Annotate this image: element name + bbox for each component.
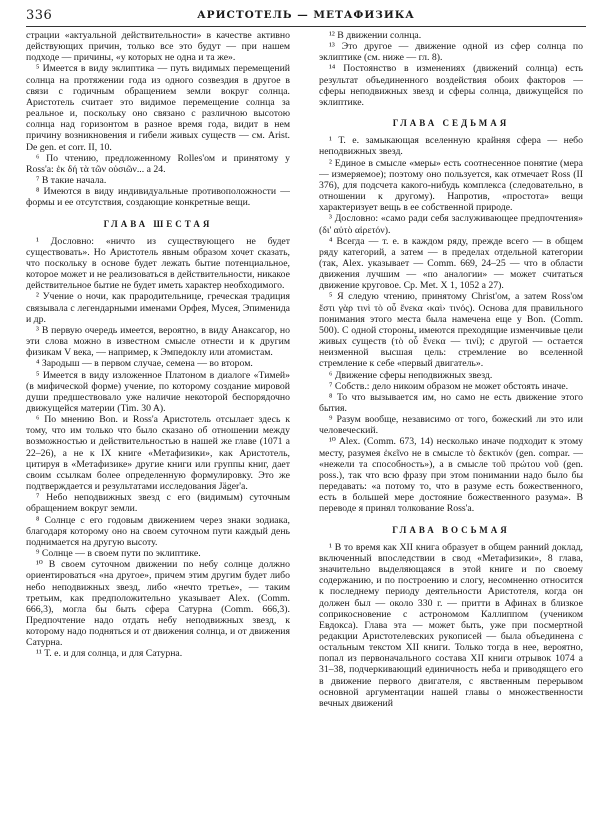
footnote-text: Дословно: «само ради себя заслуживающее предпочтения» (δι' αὑτὸ αἱρετόν). <box>319 213 583 236</box>
footnote <box>26 325 290 358</box>
footnote <box>26 559 290 648</box>
footnote <box>26 414 290 492</box>
footnote-number: ⁴ <box>329 235 333 247</box>
footnote-text: Собств.: дело никоим образом не может обстоять иначе. <box>334 380 569 392</box>
footnote-number: ⁹ <box>36 548 40 560</box>
footnote-number: ³ <box>329 213 332 225</box>
footnote-text: В первую очередь имеется, вероятно, в виду Анаксагор, но эти слова можно в известном смысле отнести и к другим физикам V века, — например, к Эмпедоклу или атомистам. <box>26 324 290 359</box>
footnote-number: ¹ <box>329 541 332 553</box>
footnote <box>319 41 583 63</box>
footnote-number: ¹⁰ <box>36 559 43 571</box>
footnote-number: ⁶ <box>36 152 40 164</box>
page-number: 336 <box>26 8 53 23</box>
footnote-text: Имеется в виду изложенное Платоном в диалоге «Тимей» (в мифической форме) учение, по которому создание мировой души предшествовало уже наличие некоторой беспорядочно движущейся материи (Tim. 30 A). <box>26 369 290 414</box>
footnote-number: ⁸ <box>36 514 40 526</box>
footnote <box>26 370 290 415</box>
footnote <box>26 358 290 369</box>
footnote-text: Alex. (Comm. 673, 14) несколько иначе подходит к этому месту, разумея ἐκεῖνο не в смысле τὸ δεκτικόν (gen. compar. — «нежели та способность»), а в смысле τοῦ πρώτου νοῦ (gen. poss.), так что всю фразу при этом понимании надо было бы передавать: «а потому то, что в разуме есть божественного, есть в большей мере достояние божественного разума». В переводе я принял толкование Ross'а. <box>319 436 583 515</box>
footnote-number: ⁷ <box>329 380 333 392</box>
footnote-text: Постоянство в изменениях (движений солнца) есть результат объединенного воздействия обоих факторов — сферы неподвижных звезд и сферы солнца, движущейся по эклиптике. <box>319 63 583 108</box>
footnote-number: ³ <box>36 324 39 336</box>
footnote-text: Единое в смысле «меры» есть соотнесенное понятие (мера — измеряемое); поэтому оно пользуется, как отмечает Ross (II 376), для подсчета какого-нибудь комплекса (следовательно, в отношении к другому). Напротив, «простота» вещи характеризует вещь в ее собственной природе. <box>319 157 583 214</box>
footnote-text: Имеется в виду эклиптика — путь видимых перемещений солнца на протяжении года из одного созвездия в другое в связи с годичным обращением земли вокруг солнца. Аристотель считает это видимое перемещение солнца за реальное и, поскольку оно связано с различною высотою солнца над горизонтом в разное время года, видит в нем причину возникновения и гибели живых существ — см. Arist. De gen. et corr. II, 10. <box>26 63 290 153</box>
footnote <box>26 30 290 63</box>
footnote-number: ¹³ <box>329 41 335 53</box>
page-header <box>26 8 586 24</box>
footnote-text: Движение сферы неподвижных звезд. <box>334 369 493 381</box>
footnote <box>319 542 583 709</box>
footnote-text: По мнению Bon. и Ross'а Аристотель отсылает здесь к тому, что им только что было сказано об отношении между возможностью и действительностью в нашей же главе (1071 a 22–26), а не к IX книге «Метафизики», как Аристотель, цитируя в «Метафизике» другие книги или группы книг, дает своим ссылкам более определенную формулировку. Это же подтверждается и результатами исследования Jäger'а. <box>26 414 290 493</box>
footnote <box>26 186 290 208</box>
footnote <box>26 175 290 186</box>
footnote-text: Небо неподвижных звезд с его (видимым) суточным обращением вокруг земли. <box>26 492 290 515</box>
footnote <box>26 515 290 548</box>
footnote <box>319 135 583 157</box>
footnote-text: Т. е. и для солнца, и для Сатурна. <box>44 648 183 660</box>
footnote-number: ¹ <box>329 135 332 147</box>
running-title: АРИСТОТЕЛЬ — МЕТАФИЗИКА <box>197 9 415 21</box>
footnote-text: Это другое — движение одной из сфер солнца по эклиптике (см. ниже — гл. 8). <box>319 41 583 64</box>
footnote-number: ¹ <box>36 235 39 247</box>
footnote <box>319 63 583 108</box>
footnote-text: Я следую чтению, принятому Christ'ом, а затем Ross'ом ἔστι γὰρ τινὶ τὸ οὗ ἕνεκα ‹καὶ› τινός). Основа для правильного понимания этого места была намечена еще у Bon. (Comm. 500). С одной стороны, имеются преходящие изменчивые цели живых существ (τὸ οὗ ἕνεκα — τινί); с другой — остается неизменной высшая цель: стремление во вселенной стремление к себе «первый двигатель». <box>319 291 583 370</box>
footnote <box>26 492 290 514</box>
footnote-text: То что вызывается им, но само не есть движение этого бытия. <box>319 391 583 414</box>
footnote <box>319 291 583 369</box>
footnote-number: ¹⁰ <box>329 436 336 448</box>
footnote <box>319 236 583 292</box>
footnote-text: В движении солнца. <box>337 30 422 41</box>
footnote-number: ⁴ <box>36 358 40 370</box>
chapter-heading: ГЛАВА СЕДЬМАЯ <box>392 118 510 129</box>
right-column <box>319 30 583 810</box>
chapter-heading: ГЛАВА ВОСЬМАЯ <box>392 524 510 535</box>
footnote-text: страции «актуальной действительности» в качестве активно действующих причин, только все это будут — при нашем подходе — причины, «у которых не одна и та же». <box>26 30 290 64</box>
footnote-text: По чтению, предложенному Rolles'ом и принятому у Ross'а: ἐκ δή τὰ τῶν οὐσιῶν... a 24. <box>26 152 290 175</box>
footnote-text: Всегда — т. е. в каждом ряду, прежде всего — в общем ряду категорий, а затем — в пределах отдельной категории (так, Alex. указывает — Comm. 669, 24–25 — что в области движения лучшим — «по аналогии» — может считаться движение круговое. Ср. Met. X 1, 1052 a 27). <box>319 235 583 292</box>
footnote-number: ⁷ <box>36 175 40 187</box>
footnote-number: ⁹ <box>329 414 333 426</box>
footnote-text: Зародыш — в первом случае, семена — во втором. <box>41 358 253 370</box>
footnote-number: ¹⁴ <box>329 63 336 75</box>
footnote <box>319 414 583 436</box>
footnote <box>319 381 583 392</box>
footnote <box>26 548 290 559</box>
footnote <box>26 291 290 324</box>
footnote <box>26 153 290 175</box>
footnote-text: Разум вообще, независимо от того, божеский ли это или человеческий. <box>319 414 583 437</box>
footnote-number: ⁶ <box>329 369 333 381</box>
footnote-text: Т. е. замыкающая вселенную крайняя сфера — небо неподвижных звезд. <box>319 135 583 158</box>
footnote-number: ⁸ <box>329 391 333 403</box>
footnote-number: ¹¹ <box>36 648 42 660</box>
footnote-number: ⁵ <box>329 291 333 303</box>
footnote <box>319 158 583 214</box>
footnote <box>26 63 290 152</box>
footnote <box>319 392 583 414</box>
footnote <box>26 236 290 292</box>
footnote-number: ⁸ <box>36 186 40 198</box>
footnote-text: Учение о ночи, как прародительнице, греческая традиция связывала с легендарными именами Орфея, Мусея, Эпименида и др. <box>26 291 290 325</box>
chapter-heading: ГЛАВА ШЕСТАЯ <box>103 218 213 229</box>
footnote-number: ¹² <box>329 30 335 41</box>
footnote <box>26 648 290 659</box>
footnote-text: Дословно: «ничто из существующего не будет существовать». Но Аристотель явным образом хочет сказать, что поскольку в основе будет лежать бытие потенциальное, которое может и не реализоваться в действительности, никакое действительное бытие не будет иметь характер необходимого. <box>26 235 290 292</box>
footnote-text: Имеются в виду индивидуальные противоположности — формы и ее отсутствия, создающие конкретные вещи. <box>26 186 290 209</box>
footnote <box>319 436 583 514</box>
footnote <box>319 30 583 41</box>
footnote-number: ⁶ <box>36 414 40 426</box>
left-column <box>26 30 290 810</box>
footnote <box>319 370 583 381</box>
footnote-text: Солнце с его годовым движением через знаки зодиака, благодаря которому оно на своем суточном пути каждый день поднимается на другую высоту. <box>26 514 290 548</box>
footnote-number: ⁵ <box>36 63 40 75</box>
footnote-number: ⁷ <box>36 492 40 504</box>
footnote-text: Солнце — в своем пути по эклиптике. <box>41 548 201 560</box>
footnote-number: ² <box>329 157 332 169</box>
footnote-text: В своем суточном движении по небу солнце должно ориентироваться «на другое», причем этим другим будет либо небо неподвижных звезд, либо «нечто третье», — таким третьим, как предположительно указывает Alex. (Comm. 666,3), могла бы быть сфера Сатурна (Comm. 666,3). Предпочтение надо отдать небу неподвижных звезд, к которому надо подняться и от движения солнца, и от движения Сатурна. <box>26 559 290 649</box>
footnote-text: В то время как XII книга образует в общем ранний доклад, включенный впоследствии в свод «Метафизики», 8 глава, значительно выделяющаяся в этой книге и по своему содержанию, и по построению и слогу, несомненно относится к последнему периоду деятельности Аристотеля, когда он должен был — около 330 г. — притти в Афинах в близкое соприкосновение с астрономом Каллиппом (учеником Евдокса). Глава эта — может быть, уже при посмертной редакции Аристотелевских рукописей — была объединена с остальным текстом XII книги. Только тогда в нее, вероятно, попал из первоначального состава XII книги отрывок 1074 a 31–38, подчеркивающий единичность неба и приводящего его в движение первого двигателя, с явственным перерывом основной аргументации нашей главы о множественности вечных движений <box>319 541 583 709</box>
footnote-number: ⁵ <box>36 369 40 381</box>
header-rule <box>26 26 586 27</box>
footnote-number: ² <box>36 291 39 303</box>
footnote <box>319 213 583 235</box>
footnote-text: В такие начала. <box>41 175 107 187</box>
